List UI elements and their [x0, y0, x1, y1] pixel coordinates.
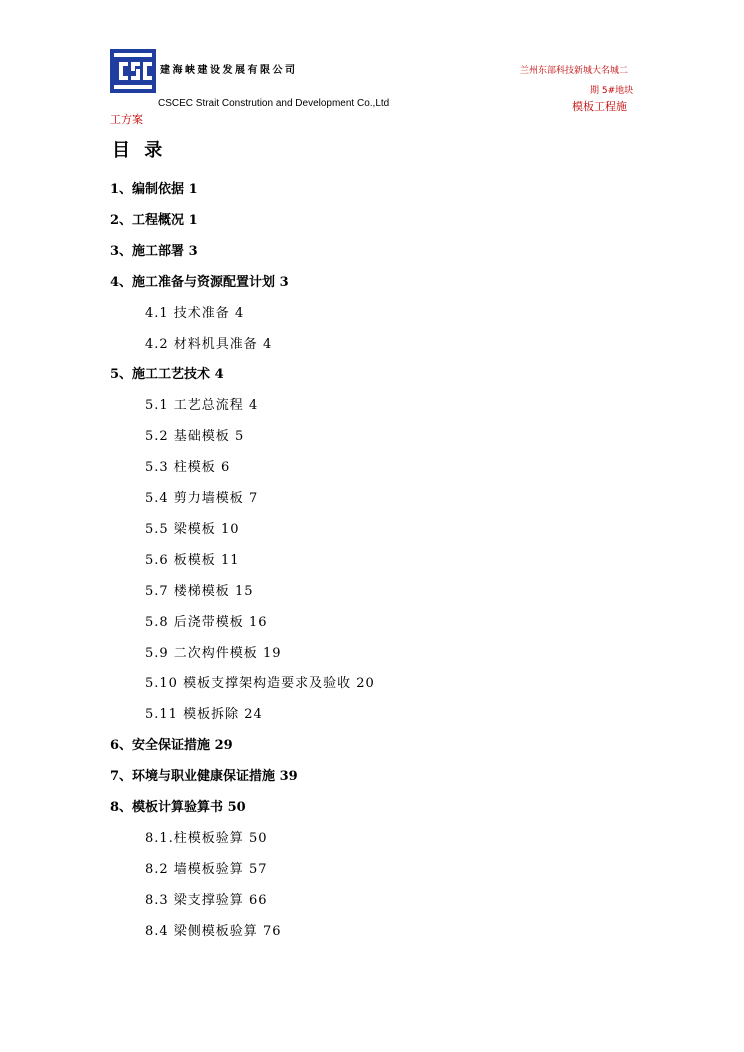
toc-entry-section: 5.5 梁模板 10: [145, 522, 240, 537]
toc-entry-section: 5.11 模板拆除 24: [145, 707, 263, 722]
toc-entry-chapter: 2、工程概况 1: [110, 213, 198, 228]
toc-entry-section: 5.3 柱模板 6: [145, 460, 231, 475]
toc-entry-section: 4.1 技术准备 4: [145, 306, 245, 321]
document-type-line2: 工方案: [110, 113, 143, 126]
toc-entry-chapter: 5、施工工艺技术 4: [110, 367, 224, 382]
toc-entry-section: 8.2 墙模板验算 57: [145, 862, 268, 877]
toc-entry-section: 8.3 梁支撑验算 66: [145, 893, 268, 908]
company-name-cn: 建海峡建设发展有限公司: [160, 65, 298, 76]
toc-entry-section: 8.4 梁侧模板验算 76: [145, 924, 282, 939]
toc-entry-section: 5.7 楼梯模板 15: [145, 584, 254, 599]
toc-entry-section: 5.6 板模板 11: [145, 553, 240, 568]
toc-entry-chapter: 1、编制依据 1: [110, 182, 198, 197]
toc-entry-section: 8.1.柱模板验算 50: [145, 831, 268, 846]
toc-entry-section: 5.2 基础模板 5: [145, 429, 245, 444]
toc-entry-section: 5.9 二次构件模板 19: [145, 646, 282, 661]
toc-title: 目 录: [112, 140, 167, 161]
toc-entry-chapter: 7、环境与职业健康保证措施 39: [110, 769, 298, 784]
toc-entry-section: 4.2 材料机具准备 4: [145, 337, 273, 352]
project-name-line2: 期 5#地块: [590, 86, 634, 96]
toc-entry-chapter: 4、施工准备与资源配置计划 3: [110, 275, 289, 290]
toc-entry-chapter: 3、施工部署 3: [110, 244, 198, 259]
toc-entry-chapter: 6、安全保证措施 29: [110, 738, 233, 753]
project-name-line1: 兰州东部科技新城大名城二: [520, 66, 629, 76]
company-name-en: CSCEC Strait Constrution and Development Co.,Ltd: [158, 98, 390, 109]
toc-entry-section: 5.4 剪力墙模板 7: [145, 491, 259, 506]
toc-entry-section: 5.10 模板支撑架构造要求及验收 20: [145, 676, 375, 691]
document-type-line1: 模板工程施: [572, 100, 627, 113]
toc-entry-section: 5.8 后浇带模板 16: [145, 615, 268, 630]
toc-entry-chapter: 8、模板计算验算书 50: [110, 800, 246, 815]
toc-entry-section: 5.1 工艺总流程 4: [145, 398, 259, 413]
cscec-logo: [110, 49, 156, 93]
